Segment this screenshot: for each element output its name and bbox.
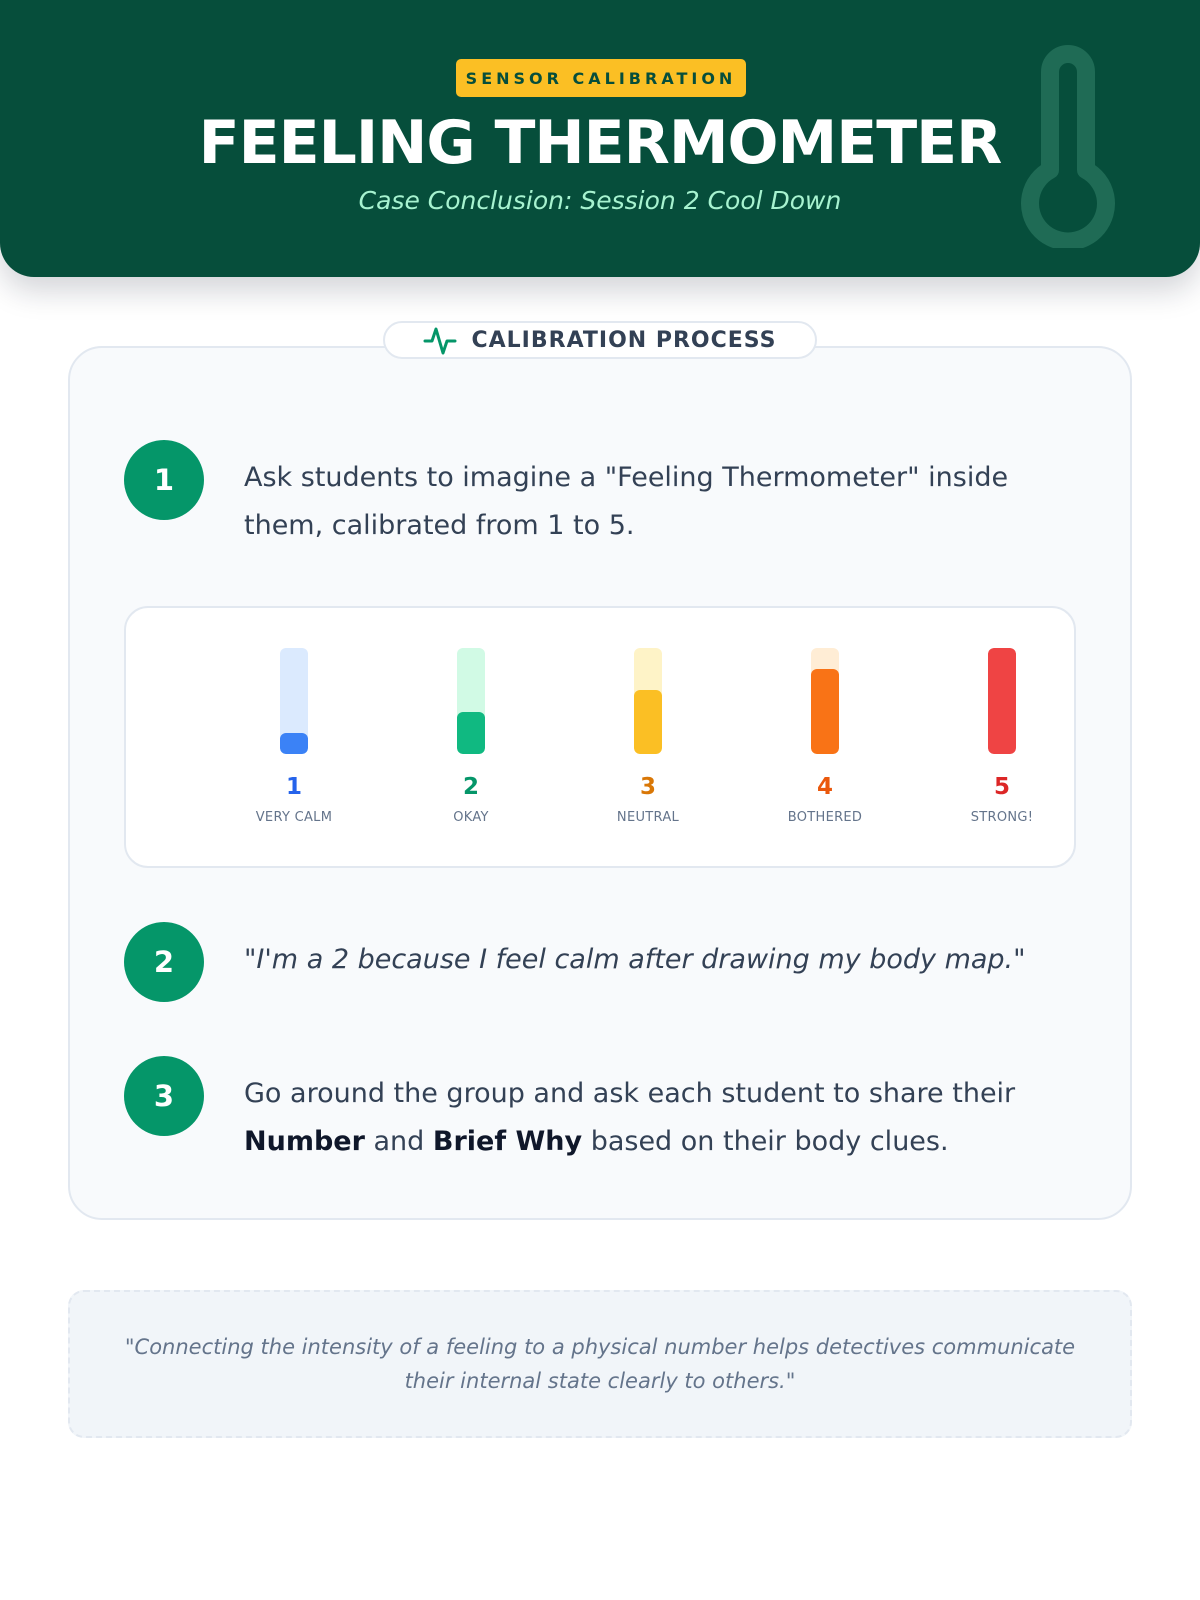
- activity-pulse-icon: [423, 323, 457, 357]
- section-label: [383, 321, 817, 359]
- step-2: [124, 922, 1084, 1002]
- feeling-scale: [124, 606, 1076, 868]
- category-badge: SENSOR CALIBRATION: [456, 59, 746, 97]
- step-1: [124, 440, 1084, 550]
- step-text: [244, 1070, 1084, 1166]
- scale-level-label: STRONG!: [970, 810, 1034, 825]
- scale-level-5: [914, 648, 1090, 838]
- page-title: FEELING THERMOMETER: [198, 108, 1002, 178]
- step-text: Ask students to imagine a "Feeling Thermometer" inside them, calibrated from 1 to 5.: [244, 462, 1009, 541]
- thermometer-tube: [280, 648, 308, 754]
- footer-quote: "Connecting the intensity of a feeling to a physical number helps detectives communicate their internal state clearly to others.": [124, 1335, 1076, 1393]
- thermometer-fill: [811, 669, 839, 754]
- scale-level-label: NEUTRAL: [616, 810, 680, 825]
- step-number: 2: [124, 922, 204, 1002]
- scale-level-1: [206, 648, 382, 838]
- thermometer-tube: [457, 648, 485, 754]
- step-text-end: based on their body clues.: [582, 1126, 949, 1157]
- scale-level-number: 5: [993, 774, 1010, 800]
- step-text-middle: and: [364, 1126, 433, 1157]
- scale-level-4: [737, 648, 913, 838]
- thermometer-fill: [634, 690, 662, 754]
- step-number: 3: [124, 1056, 204, 1136]
- scale-level-3: [560, 648, 736, 838]
- thermometer-fill: [457, 712, 485, 754]
- footer-quote-box: [68, 1290, 1132, 1438]
- step-3: [124, 1056, 1084, 1166]
- header-banner: [0, 0, 1200, 277]
- scale-level-number: 1: [285, 774, 302, 800]
- thermometer-tube: [634, 648, 662, 754]
- scale-level-number: 3: [639, 774, 656, 800]
- thermometer-tube: [988, 648, 1016, 754]
- scale-level-label: OKAY: [453, 810, 489, 825]
- thermometer-fill: [988, 648, 1016, 754]
- emphasis-number: Number: [244, 1126, 365, 1157]
- emphasis-brief-why: Brief Why: [432, 1126, 583, 1157]
- step-text-start: Go around the group and ask each student to share their: [244, 1078, 1016, 1109]
- step-number: 1: [124, 440, 204, 520]
- thermometer-fill: [280, 733, 308, 754]
- scale-level-number: 2: [462, 774, 479, 800]
- scale-level-label: BOTHERED: [787, 810, 863, 825]
- thermometer-icon: [1020, 42, 1116, 248]
- example-quote: "I'm a 2 because I feel calm after drawing my body map.": [244, 944, 1026, 975]
- scale-level-2: [383, 648, 559, 838]
- section-label-text: CALIBRATION PROCESS: [471, 327, 777, 353]
- page-subtitle: Case Conclusion: Session 2 Cool Down: [358, 186, 842, 215]
- scale-level-number: 4: [816, 774, 833, 800]
- thermometer-tube: [811, 648, 839, 754]
- scale-level-label: VERY CALM: [255, 810, 333, 825]
